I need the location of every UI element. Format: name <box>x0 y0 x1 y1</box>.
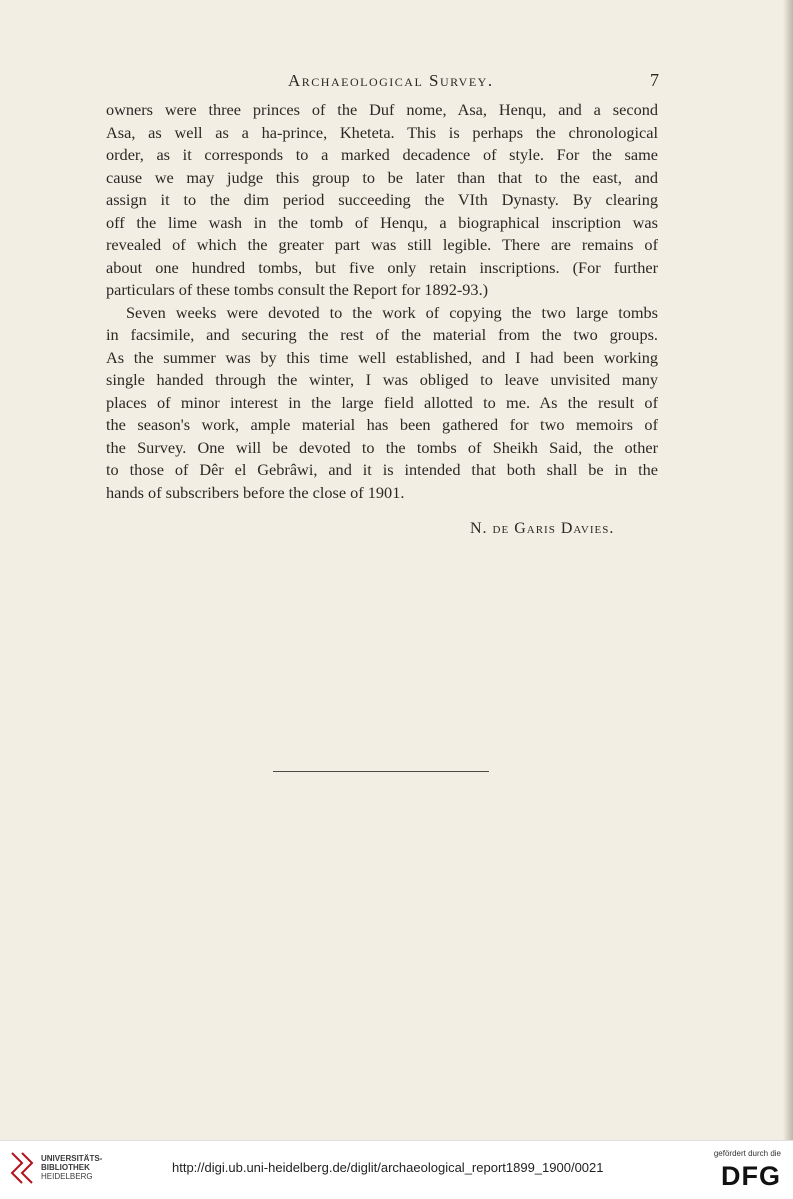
text-line: off the lime wash in the tomb of Henqu, a biographical inscription was <box>106 212 658 232</box>
body-text <box>106 99 658 504</box>
text-line: As the summer was by this time well established, and I had been working <box>106 347 658 367</box>
author-signature: N. de Garis Davies. <box>470 520 615 537</box>
text-line: Asa, as well as a ha-prince, Kheteta. This is perhaps the chronological <box>106 122 658 142</box>
text-line: cause we may judge this group to be later than that to the east, and <box>106 167 658 187</box>
text-line: the Survey. One will be devoted to the tombs of Sheikh Said, the other <box>106 437 658 457</box>
text-line: owners were three princes of the Duf nome, Asa, Henqu, and a second <box>106 100 658 119</box>
text-line: places of minor interest in the large field allotted to me. As the result of <box>106 392 658 412</box>
library-name-line: HEIDELBERG <box>41 1172 93 1181</box>
sponsor-caption: gefördert durch die <box>713 1149 781 1158</box>
library-name-line: UNIVERSITÄTS- <box>41 1154 103 1163</box>
text-line: particulars of these tombs consult the Report for 1892-93.) <box>106 280 489 299</box>
text-line: Seven weeks were devoted to the work of copying the two large tombs <box>126 302 658 322</box>
running-head: Archaeological Survey. <box>288 71 494 90</box>
library-name-line: BIBLIOTHEK <box>41 1163 90 1172</box>
text-line: about one hundred tombs, but five only retain inscriptions. (For further <box>106 257 658 277</box>
dfg-logo: DFG <box>721 1161 781 1191</box>
library-name <box>41 1154 102 1181</box>
page-edge-shadow <box>783 0 793 1140</box>
university-library-logo-icon <box>8 1149 36 1189</box>
permalink-url[interactable]: http://digi.ub.uni-heidelberg.de/diglit/archaeological_report1899_1900/0021 <box>172 1160 604 1175</box>
digitization-footer <box>0 1140 793 1199</box>
text-line: to those of Dêr el Gebrâwi, and it is intended that both shall be in the <box>106 460 658 479</box>
text-line: assign it to the dim period succeeding the VIth Dynasty. By clearing <box>106 190 658 209</box>
section-divider <box>273 771 489 772</box>
text-line: in facsimile, and securing the rest of the material from the two groups. <box>106 325 658 344</box>
text-line: revealed of which the greater part was still legible. There are remains of <box>106 235 658 254</box>
text-line: the season's work, ample material has been gathered for two memoirs of <box>106 415 658 434</box>
page-number: 7 <box>650 70 659 90</box>
text-line: order, as it corresponds to a marked decadence of style. For the same <box>106 145 658 164</box>
text-line: single handed through the winter, I was obliged to leave unvisited many <box>106 370 658 389</box>
text-line: hands of subscribers before the close of 1901. <box>106 482 405 502</box>
